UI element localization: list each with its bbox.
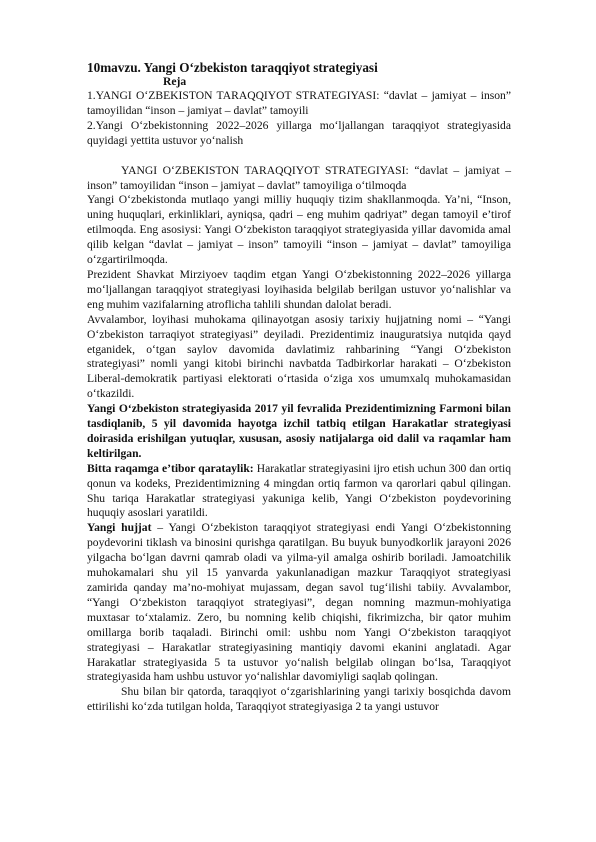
paragraph-1: YANGI O‘ZBEKISTON TARAQQIYOT STRATEGIYASI: “davlat – jamiyat – inson” tamoyilidan “inson – jamiyat – davlat” tamoyiliga o‘tilmoqda xyxy=(87,163,511,192)
paragraph-7 xyxy=(87,521,511,685)
paragraph-6-text: Harakatlar strategiyasini ijro etish uchun 300 dan ortiq qonun va kodeks, Prezidentimizning 4 mingdan ortiq farmon va qarorlari qabul qilingan. Shu tariqa Harakatlar strategiyasi yakuniga kelib, Yangi O‘zbekiston poydevorining huquqiy asoslari yaratildi. xyxy=(87,461,511,520)
plan-item-1: 1.YANGI O‘ZBEKISTON TARAQQIYOT STRATEGIYASI: “davlat – jamiyat – inson” tamoyilidan “inson – jamiyat – davlat” tamoyili xyxy=(87,89,511,117)
paragraph-2: Yangi O‘zbekistonda mutlaqo yangi milliy huquqiy tizim shakllanmoqda. Ya’ni, “Inson, uning huquqlari, erkinliklari, ayniqsa, qadri – eng muhim qadriyat” degan tamoyil e’tirof etilmoqda. Eng asosiysi: Yangi O‘zbekiston taraqqiyot strategiyasida yillar davomida amal qilib kelgan “davlat – jamiyat – inson” tamoyili “inson – jamiyat – davlat” tamoyiliga o‘zgartirilmoqda. xyxy=(87,193,511,267)
document-page xyxy=(87,60,511,715)
plan-heading: Reja xyxy=(163,75,187,88)
plan-item-2: 2.Yangi O‘zbekistonning 2022–2026 yillarga mo‘ljallangan taraqqiyot strategiyasida quyidagi yettita ustuvor yo‘nalish xyxy=(87,118,511,147)
paragraph-8: Shu bilan bir qatorda, taraqqiyot o‘zgarishlarining yangi tarixiy bosqichda davom ettirilishi ko‘zda tutilgan holda, Taraqqiyot strategiyasiga 2 ta yangi ustuvor xyxy=(87,685,511,714)
paragraph-3: Prezident Shavkat Mirziyoev taqdim etgan Yangi O‘zbekistonning 2022–2026 yillarga mo‘ljallangan taraqqiyot strategiyasi loyihasida belgilab berilgan ustuvor yo‘nalishlar va eng muhim vazifalarning atroflicha tahlili shundan dalolat beradi. xyxy=(87,267,511,311)
paragraph-6-lead: Bitta raqamga e’tibor qarataylik: xyxy=(87,461,254,475)
spacer xyxy=(87,149,511,164)
paragraph-7-text: – Yangi O‘zbekiston taraqqiyot strategiyasi endi Yangi O‘zbekistonning poydevorini tiklash va binosini qurishga qaratilgan. Bu buyuk bunyodkorlik jarayoni 2026 yilgacha bo‘lgan davrni qamrab oladi va yilma-yil amalga oshirib boriladi. Jamoatchilik muhokamalari shu yil 15 yanvarda yakunlanadigan mazkur Taraqqiyot strategiyasi zamirida qanday ma’no-mohiyat mujassam, degan savol tug‘ilishi tabiiy. Avvalambor, “Yangi O‘zbekiston taraqqiyot strategiyasi”, degan nomning mazmun-mohiyatiga muxtasar to‘xtalamiz. Zero, bu nomning kelib chiqishi, fikrimizcha, bir qator muhim omillarga borib taqaladi. Birinchi omil: ushbu nom Yangi O‘zbekiston taraqqiyot strategiyasi – Harakatlar strategiyasining mantiqiy davomi ekanini anglatadi. Agar Harakatlar strategiyasida 5 ta ustuvor yo‘nalish belgilab olingan bo‘lsa, Taraqqiyot strategiyasida ham ushbu ustuvor yo‘nalishlar davomiyligi saqlab qolingan. xyxy=(87,521,511,684)
document-title: 10mavzu. Yangi O‘zbekiston taraqqiyot strategiyasi xyxy=(87,60,378,75)
paragraph-4: Avvalambor, loyihasi muhokama qilinayotgan asosiy tarixiy hujjatning nomi – “Yangi O‘zbekiston tarraqiyot strategiyasi” deyiladi. Prezidentimiz inauguratsiya nutqida qayd etganidek, o‘tgan saylov davomida davlatimiz rahbarining “Yangi O‘zbekiston strategiyasi” nomli yangi kitobi birinchi navbatda Tadbirkorlar harakati – O‘zbekiston Liberal-demokratik partiyasi elektorati o‘rtasida o‘ziga xos umumxalq muhokamasidan o‘tkazildi. xyxy=(87,312,511,401)
paragraph-7-lead: Yangi hujjat xyxy=(87,521,152,535)
paragraph-5-text: Yangi O‘zbekiston strategiyasida 2017 yil fevralida Prezidentimizning Farmoni bilan tasdiqlanib, 5 yil davomida hayotga izchil tatbiq etilgan Harakatlar strategiyasi doirasida erishilgan yutuqlar, xususan, asosiy natijalarga oid dalil va raqamlar ham keltirilgan. xyxy=(87,402,511,460)
paragraph-6 xyxy=(87,462,511,522)
paragraph-5-bold xyxy=(87,402,511,462)
